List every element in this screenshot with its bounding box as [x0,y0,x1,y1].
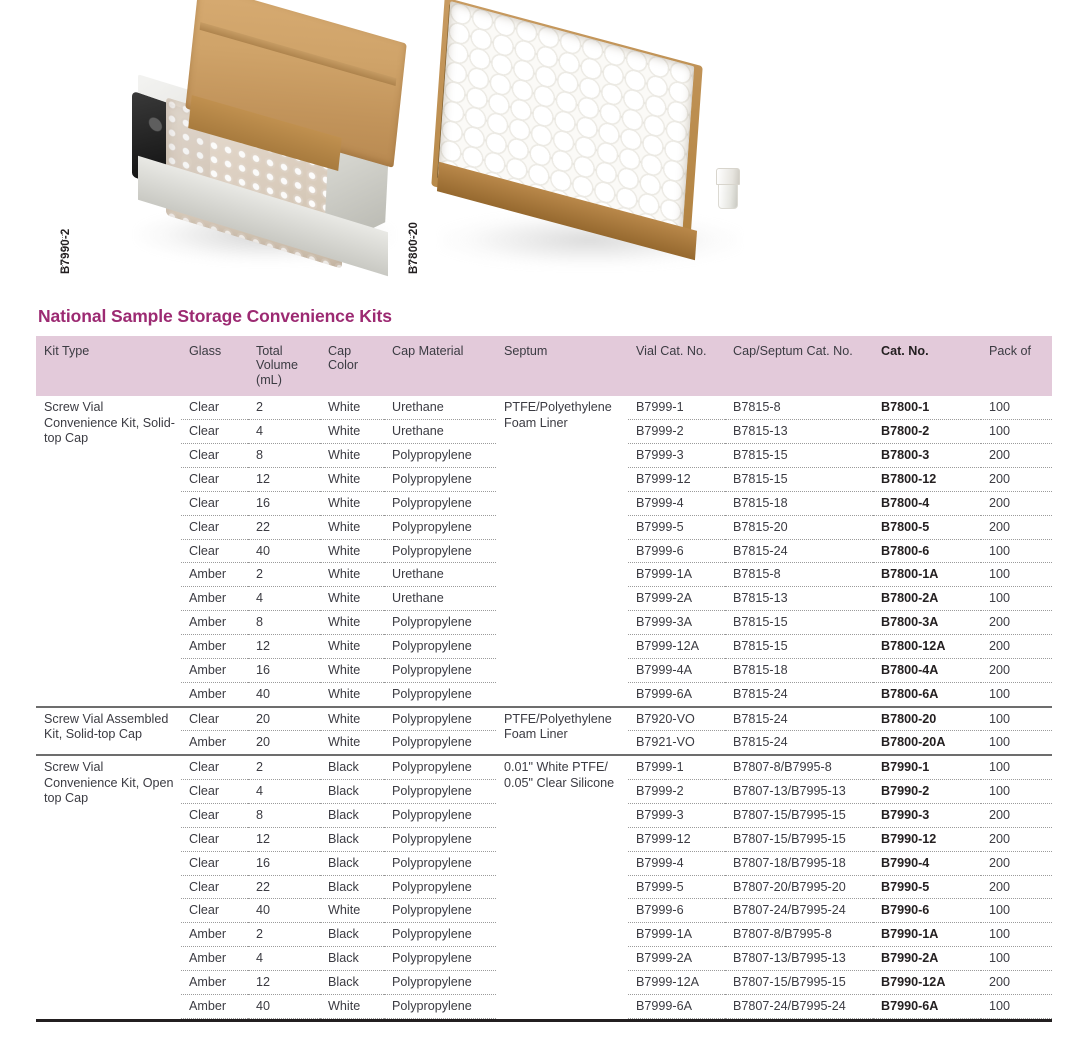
cell-total-volume: 12 [248,827,320,851]
cell-cat-no: B7800-12 [873,467,981,491]
cell-vial-cat-no: B7921-VO [628,731,725,755]
cell-cap-color: White [320,515,384,539]
cell-glass: Amber [181,611,248,635]
cell-cat-no: B7990-2A [873,947,981,971]
cell-cap-color: White [320,658,384,682]
cell-cap-material: Polypropylene [384,827,496,851]
cell-pack-of: 200 [981,851,1052,875]
cell-vial-cat-no: B7999-12A [628,971,725,995]
cell-cap-material: Polypropylene [384,731,496,755]
cell-cap-color: Black [320,827,384,851]
cell-cap-septum-cat-no: B7815-13 [725,420,873,444]
cell-cap-septum-cat-no: B7815-24 [725,731,873,755]
column-header-cap-material: Cap Material [384,336,496,396]
cell-total-volume: 12 [248,971,320,995]
cell-cat-no: B7990-4 [873,851,981,875]
cell-glass: Amber [181,923,248,947]
cell-glass: Amber [181,947,248,971]
table-header-row [36,336,1052,396]
cell-vial-cat-no: B7999-12 [628,467,725,491]
column-header-glass: Glass [181,336,248,396]
cell-glass: Amber [181,994,248,1018]
cell-cap-septum-cat-no: B7815-8 [725,563,873,587]
cell-cap-material: Polypropylene [384,780,496,804]
cell-cap-septum-cat-no: B7807-18/B7995-18 [725,851,873,875]
cell-vial-cat-no: B7999-2A [628,587,725,611]
cell-glass: Amber [181,658,248,682]
cell-cap-color: White [320,611,384,635]
figure-caption-2: B7800-20 [408,221,420,274]
cell-cat-no: B7990-6A [873,994,981,1018]
cell-cap-color: White [320,731,384,755]
cell-septum: 0.01" White PTFE/ 0.05" Clear Silicone [496,755,628,1018]
cell-glass: Clear [181,707,248,731]
cell-cat-no: B7990-1A [873,923,981,947]
vial-cap [716,168,740,185]
cell-total-volume: 4 [248,780,320,804]
cell-vial-cat-no: B7999-3 [628,804,725,828]
cell-total-volume: 16 [248,491,320,515]
column-header-cap-septum-cat-no: Cap/Septum Cat. No. [725,336,873,396]
cell-cap-color: White [320,491,384,515]
cell-glass: Amber [181,635,248,659]
cell-cap-color: White [320,396,384,419]
cell-vial-cat-no: B7999-6 [628,539,725,563]
cell-vial-cat-no: B7999-6 [628,899,725,923]
cell-glass: Clear [181,539,248,563]
cell-total-volume: 8 [248,804,320,828]
table-row [36,396,1052,419]
cell-glass: Amber [181,587,248,611]
cell-cap-septum-cat-no: B7815-20 [725,515,873,539]
cell-cat-no: B7990-1 [873,755,981,779]
table-title: National Sample Storage Convenience Kits [38,306,392,326]
cell-vial-cat-no: B7999-12A [628,635,725,659]
cell-glass: Clear [181,420,248,444]
cell-cat-no: B7800-1 [873,396,981,419]
cell-total-volume: 4 [248,420,320,444]
cell-cap-material: Polypropylene [384,899,496,923]
cell-pack-of: 100 [981,994,1052,1018]
cell-kit-type: Screw Vial Assembled Kit, Solid-top Cap [36,707,181,756]
cell-cat-no: B7990-6 [873,899,981,923]
cell-cap-septum-cat-no: B7807-13/B7995-13 [725,947,873,971]
cell-glass: Amber [181,563,248,587]
cell-vial-cat-no: B7999-6A [628,994,725,1018]
cell-cat-no: B7990-5 [873,875,981,899]
cell-cat-no: B7990-3 [873,804,981,828]
cell-pack-of: 200 [981,444,1052,468]
cell-vial-cat-no: B7999-1 [628,755,725,779]
cell-cat-no: B7990-2 [873,780,981,804]
cell-cap-color: Black [320,804,384,828]
cell-pack-of: 200 [981,971,1052,995]
cell-pack-of: 200 [981,804,1052,828]
cell-cap-septum-cat-no: B7815-13 [725,587,873,611]
cell-pack-of: 200 [981,491,1052,515]
table-body [36,396,1052,1018]
column-header-vial-cat-no: Vial Cat. No. [628,336,725,396]
cell-cap-material: Polypropylene [384,635,496,659]
cell-total-volume: 2 [248,396,320,419]
column-header-septum: Septum [496,336,628,396]
column-header-total-volume: Total Volume (mL) [248,336,320,396]
cell-cap-color: Black [320,947,384,971]
cell-cap-material: Polypropylene [384,539,496,563]
cell-cap-material: Polypropylene [384,947,496,971]
cell-total-volume: 2 [248,563,320,587]
cell-cap-color: White [320,539,384,563]
cell-pack-of: 200 [981,611,1052,635]
cell-vial-cat-no: B7999-5 [628,515,725,539]
cell-pack-of: 100 [981,947,1052,971]
product-spec-table [36,336,1052,1019]
cell-cap-material: Urethane [384,587,496,611]
cell-cap-material: Polypropylene [384,994,496,1018]
cell-total-volume: 2 [248,923,320,947]
cell-pack-of: 100 [981,682,1052,706]
cell-cap-material: Polypropylene [384,971,496,995]
cell-pack-of: 200 [981,658,1052,682]
cell-vial-cat-no: B7999-2 [628,780,725,804]
cell-cap-septum-cat-no: B7807-13/B7995-13 [725,780,873,804]
cell-cat-no: B7800-20A [873,731,981,755]
cell-pack-of: 100 [981,780,1052,804]
cell-cap-material: Polypropylene [384,923,496,947]
cell-cap-material: Polypropylene [384,707,496,731]
cell-total-volume: 22 [248,515,320,539]
cell-cap-material: Polypropylene [384,851,496,875]
cell-cap-septum-cat-no: B7815-8 [725,396,873,419]
cell-total-volume: 12 [248,635,320,659]
cell-cap-material: Urethane [384,396,496,419]
cell-cap-material: Polypropylene [384,658,496,682]
cell-cap-septum-cat-no: B7807-20/B7995-20 [725,875,873,899]
cell-cat-no: B7800-3 [873,444,981,468]
cell-cap-material: Polypropylene [384,444,496,468]
cell-pack-of: 100 [981,899,1052,923]
cell-cat-no: B7990-12 [873,827,981,851]
cell-cap-color: Black [320,923,384,947]
cell-vial-cat-no: B7999-1A [628,923,725,947]
figure-caption-rule-1 [62,232,63,270]
column-header-pack-of: Pack of [981,336,1052,396]
cell-cap-color: Black [320,875,384,899]
cell-pack-of: 200 [981,515,1052,539]
cell-total-volume: 4 [248,947,320,971]
cell-pack-of: 100 [981,396,1052,419]
cell-cap-septum-cat-no: B7807-15/B7995-15 [725,804,873,828]
cell-cap-color: White [320,420,384,444]
cell-pack-of: 100 [981,587,1052,611]
cell-cap-material: Polypropylene [384,515,496,539]
cell-total-volume: 16 [248,658,320,682]
cell-cap-septum-cat-no: B7807-15/B7995-15 [725,827,873,851]
cell-cat-no: B7800-2 [873,420,981,444]
cell-pack-of: 100 [981,420,1052,444]
cell-glass: Clear [181,827,248,851]
spec-table-block [36,306,1052,1022]
cell-glass: Clear [181,444,248,468]
cell-total-volume: 40 [248,994,320,1018]
cell-cap-septum-cat-no: B7815-24 [725,539,873,563]
vial-body [718,183,738,209]
cell-cap-septum-cat-no: B7815-15 [725,635,873,659]
cell-total-volume: 40 [248,899,320,923]
cell-cap-color: Black [320,851,384,875]
table-row [36,707,1052,731]
cell-cat-no: B7800-12A [873,635,981,659]
cell-cat-no: B7800-6 [873,539,981,563]
cell-cap-material: Polypropylene [384,875,496,899]
cell-cap-material: Urethane [384,420,496,444]
cell-vial-cat-no: B7999-2A [628,947,725,971]
column-header-cap-color: Cap Color [320,336,384,396]
cell-septum: PTFE/Polyethylene Foam Liner [504,400,612,430]
cell-pack-of: 100 [981,731,1052,755]
cell-cap-color: White [320,635,384,659]
cell-cap-septum-cat-no: B7815-15 [725,467,873,491]
cell-pack-of: 200 [981,467,1052,491]
cell-pack-of: 200 [981,875,1052,899]
single-vial-sample [715,168,741,208]
product-photo-b7800-20 [430,26,760,276]
cell-cap-color: White [320,563,384,587]
figure-caption-rule-2 [410,232,411,270]
cell-cap-septum-cat-no: B7815-24 [725,682,873,706]
cell-vial-cat-no: B7999-3A [628,611,725,635]
cell-cap-color: Black [320,971,384,995]
cell-cap-material: Polypropylene [384,682,496,706]
cell-cap-material: Polypropylene [384,611,496,635]
cell-cap-color: White [320,444,384,468]
cell-cat-no: B7800-1A [873,563,981,587]
cell-pack-of: 200 [981,635,1052,659]
table-bottom-rule [36,1019,1052,1022]
cell-vial-cat-no: B7999-1A [628,563,725,587]
cell-cap-color: White [320,994,384,1018]
cell-total-volume: 20 [248,707,320,731]
cell-cap-septum-cat-no: B7815-18 [725,658,873,682]
cell-vial-cat-no: B7999-12 [628,827,725,851]
cell-cap-septum-cat-no: B7807-8/B7995-8 [725,755,873,779]
cell-cat-no: B7800-4 [873,491,981,515]
cell-cat-no: B7800-3A [873,611,981,635]
cell-total-volume: 20 [248,731,320,755]
cell-kit-type: Screw Vial Convenience Kit, Open top Cap [36,755,181,1018]
cell-kit-type: Screw Vial Convenience Kit, Solid-top Cap [44,400,175,446]
cell-cap-color: Black [320,755,384,779]
cell-vial-cat-no: B7999-3 [628,444,725,468]
cell-vial-cat-no: B7999-5 [628,875,725,899]
cell-cap-material: Polypropylene [384,804,496,828]
cell-total-volume: 12 [248,467,320,491]
cell-glass: Clear [181,899,248,923]
cell-cap-septum-cat-no: B7807-8/B7995-8 [725,923,873,947]
cell-pack-of: 100 [981,563,1052,587]
cell-pack-of: 100 [981,755,1052,779]
cell-pack-of: 100 [981,923,1052,947]
cell-glass: Clear [181,875,248,899]
cell-vial-cat-no: B7999-6A [628,682,725,706]
cell-glass: Clear [181,851,248,875]
cell-cap-septum-cat-no: B7815-15 [725,611,873,635]
cell-cap-color: White [320,707,384,731]
cell-glass: Amber [181,971,248,995]
cell-septum: PTFE/Polyethylene Foam Liner [496,707,628,756]
cell-cat-no: B7800-20 [873,707,981,731]
cell-glass: Clear [181,515,248,539]
cell-cat-no: B7800-2A [873,587,981,611]
table-row [36,755,1052,779]
product-photo-b7990-2 [130,8,410,278]
cell-total-volume: 2 [248,755,320,779]
cell-total-volume: 22 [248,875,320,899]
column-header-kit-type: Kit Type [36,336,181,396]
cell-cap-material: Urethane [384,563,496,587]
cell-glass: Clear [181,467,248,491]
cell-cap-material: Polypropylene [384,467,496,491]
cell-glass: Clear [181,491,248,515]
cell-vial-cat-no: B7999-2 [628,420,725,444]
cell-vial-cat-no: B7999-1 [628,396,725,419]
cell-cap-septum-cat-no: B7815-18 [725,491,873,515]
cell-cap-septum-cat-no: B7807-24/B7995-24 [725,994,873,1018]
cell-cap-septum-cat-no: B7807-24/B7995-24 [725,899,873,923]
cell-total-volume: 8 [248,611,320,635]
cell-cap-color: White [320,587,384,611]
column-header-cat-no: Cat. No. [873,336,981,396]
cell-glass: Amber [181,682,248,706]
cell-cap-color: White [320,899,384,923]
cell-glass: Clear [181,755,248,779]
cell-cat-no: B7800-4A [873,658,981,682]
cell-total-volume: 16 [248,851,320,875]
cell-cap-material: Polypropylene [384,491,496,515]
cell-cap-material: Polypropylene [384,755,496,779]
cell-cat-no: B7800-5 [873,515,981,539]
cell-glass: Clear [181,804,248,828]
cell-pack-of: 100 [981,707,1052,731]
cell-vial-cat-no: B7999-4A [628,658,725,682]
cell-total-volume: 40 [248,682,320,706]
cell-cat-no: B7800-6A [873,682,981,706]
cell-vial-cat-no: B7999-4 [628,491,725,515]
cell-cat-no: B7990-12A [873,971,981,995]
cell-total-volume: 4 [248,587,320,611]
cell-pack-of: 200 [981,827,1052,851]
cell-glass: Clear [181,396,248,419]
figure-caption-1: B7990-2 [60,228,72,274]
cell-glass: Clear [181,780,248,804]
cell-cap-color: White [320,682,384,706]
cell-pack-of: 100 [981,539,1052,563]
product-photo-strip [0,0,1088,300]
cell-cap-septum-cat-no: B7807-15/B7995-15 [725,971,873,995]
cell-cap-color: Black [320,780,384,804]
cell-vial-cat-no: B7920-VO [628,707,725,731]
cell-cap-septum-cat-no: B7815-24 [725,707,873,731]
cell-total-volume: 8 [248,444,320,468]
cell-glass: Amber [181,731,248,755]
cell-vial-cat-no: B7999-4 [628,851,725,875]
cell-cap-septum-cat-no: B7815-15 [725,444,873,468]
cell-cap-color: White [320,467,384,491]
cell-total-volume: 40 [248,539,320,563]
